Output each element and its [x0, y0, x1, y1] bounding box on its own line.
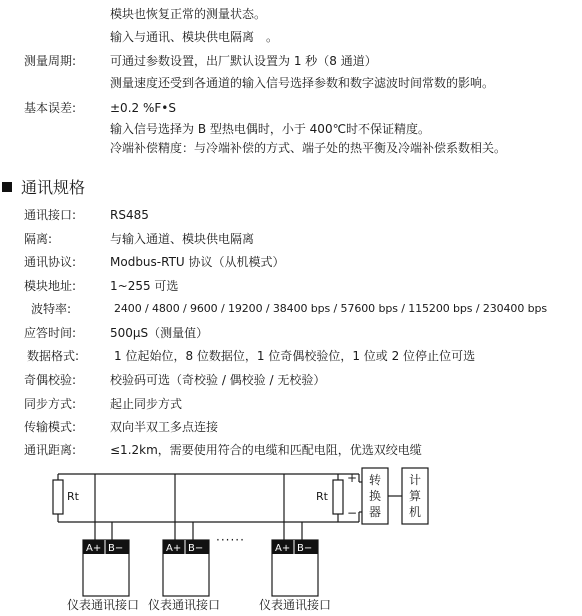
section-bullet-icon	[2, 182, 12, 192]
device-caption: 仪表通讯接口	[259, 598, 332, 612]
terminal-a-plus: A+	[86, 543, 102, 554]
spec-value: 起止同步方式	[110, 397, 183, 411]
rs485-wiring-diagram	[0, 462, 582, 616]
basic-error-label: 基本误差:	[24, 101, 77, 115]
spec-value: 与输入通道、模块供电隔离	[110, 232, 255, 246]
spec-label: 隔离:	[24, 232, 53, 246]
spec-value: 2400 / 4800 / 9600 / 19200 / 38400 bps / 57600 bps / 115200 bps / 230400 bps	[114, 302, 548, 315]
terminal-a-plus: A+	[275, 543, 291, 554]
spec-value: ≤1.2km，需要使用符合的电缆和匹配电阻，优选双绞电缆	[110, 443, 422, 457]
terminal-b-minus: B−	[188, 543, 204, 554]
spec-label: 数据格式:	[27, 349, 80, 363]
measure-period-label: 测量周期:	[24, 54, 77, 68]
intro-line-2: 输入与通讯、模块供电隔离 。	[110, 30, 279, 44]
terminating-resistor-right	[333, 480, 343, 514]
spec-value: 500μS（测量值）	[110, 326, 209, 340]
terminal-b-minus: B−	[297, 543, 313, 554]
spec-label: 传输模式:	[24, 420, 77, 434]
measure-period-line-2: 测量速度还受到各通道的输入信号选择参数和数字滤波时间常数的影响。	[110, 76, 495, 90]
device-caption: 仪表通讯接口	[148, 598, 221, 612]
terminal-b-minus: B−	[108, 543, 124, 554]
terminating-resistor-left	[53, 480, 63, 514]
computer-char: 机	[409, 505, 422, 519]
spec-value: RS485	[110, 208, 149, 222]
converter-char: 转	[369, 473, 382, 487]
computer-char: 算	[409, 489, 422, 503]
basic-error-line-1: ±0.2 %F•S	[110, 101, 176, 115]
measure-period-line-1: 可通过参数设置，出厂默认设置为 1 秒（8 通道）	[110, 54, 377, 68]
spec-value: Modbus-RTU 协议（从机模式）	[110, 255, 285, 269]
converter-char: 换	[369, 489, 382, 503]
intro-line-1: 模块也恢复正常的测量状态。	[110, 7, 267, 21]
terminal-a-plus: A+	[166, 543, 182, 554]
spec-value: 1~255 可选	[110, 279, 179, 293]
spec-value: 双向半双工多点连接	[110, 420, 219, 434]
spec-label: 应答时间:	[24, 326, 77, 340]
spec-label: 波特率:	[31, 302, 72, 316]
basic-error-line-2: 输入信号选择为 B 型热电偶时，小于 400℃时不保证精度。	[110, 122, 431, 136]
converter-char: 器	[369, 505, 382, 519]
device-caption: 仪表通讯接口	[67, 598, 140, 612]
computer-char: 计	[409, 473, 422, 487]
spec-label: 通讯协议:	[24, 255, 77, 269]
converter-minus: −	[347, 506, 358, 520]
section-title-text: 通讯规格	[21, 178, 86, 197]
basic-error-line-3: 冷端补偿精度：与冷端补偿的方式、端子处的热平衡及冷端补偿系数相关。	[110, 141, 507, 155]
converter-plus: +	[347, 471, 358, 485]
section-title	[2, 178, 85, 198]
resistor-label-right: Rt	[316, 490, 328, 503]
more-devices-ellipsis: ······	[216, 533, 245, 547]
resistor-label-left: Rt	[67, 490, 79, 503]
spec-value: 1 位起始位，8 位数据位，1 位奇偶校验位，1 位或 2 位停止位可选	[114, 349, 476, 363]
spec-label: 通讯接口:	[24, 208, 77, 222]
spec-label: 奇偶校验:	[24, 373, 77, 387]
spec-label: 同步方式:	[24, 397, 77, 411]
spec-value: 校验码可选（奇校验 / 偶校验 / 无校验）	[110, 373, 326, 387]
spec-label: 模块地址:	[24, 279, 77, 293]
spec-label: 通讯距离:	[24, 443, 77, 457]
